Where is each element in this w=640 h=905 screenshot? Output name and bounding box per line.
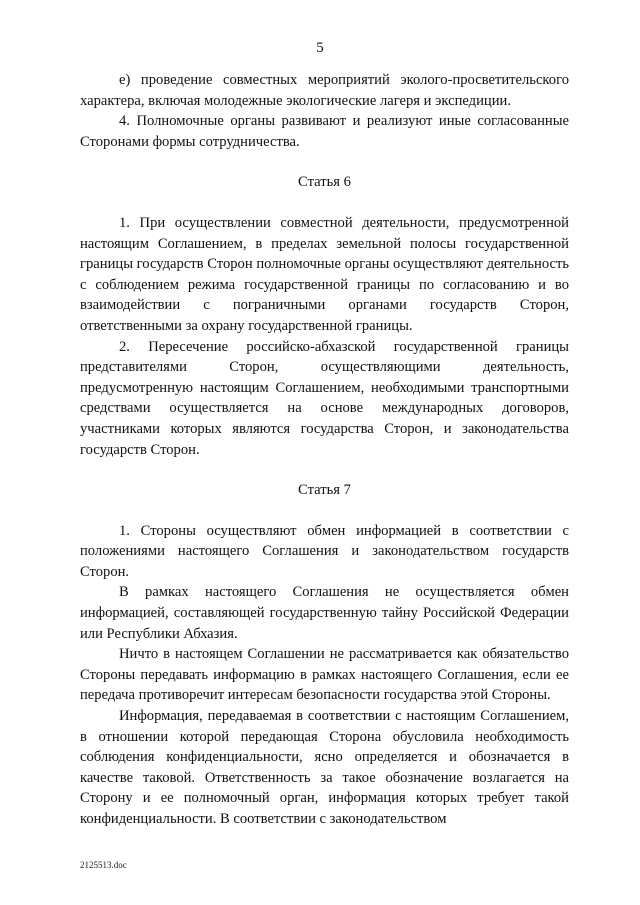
footer-filename: 2125513.doc — [80, 860, 127, 870]
spacer — [80, 152, 569, 172]
article-7-paragraph-1: 1. Стороны осуществляют обмен информацией в соответствии с положениями настоящего Соглашения и законодательством государств Сторон. — [80, 522, 569, 580]
article-7-title: Статья 7 — [298, 482, 351, 499]
spacer — [80, 460, 569, 480]
page-number: 5 — [316, 40, 324, 56]
article-7-paragraph-2: В рамках настоящего Соглашения не осуществляется обмен информацией, составляющей государственную тайну Российской Федерации или Республики Абхазия. — [80, 584, 569, 642]
paragraph-intro-4: 4. Полномочные органы развивают и реализуют иные согласованные Сторонами формы сотрудничества. — [80, 113, 569, 150]
spacer — [80, 501, 569, 521]
article-6-paragraph-1: 1. При осуществлении совместной деятельности, предусмотренной настоящим Соглашением, в пределах земельной полосы государственной границы государств Сторон полномочные органы осуществляют деятельность с соблюдением режима государственной границы по согласованию и во взаимодействии с пограничными органами государств Сторон, ответственными за охрану государственной границы. — [80, 214, 569, 334]
article-7-paragraph-4: Информация, передаваемая в соответствии с настоящим Соглашением, в отношении которой передающая Сторона обусловила необходимость соблюдения конфиденциальности, ясно определяется и обозначается в качестве таковой. Ответственность за такое обозначение возлагается на Сторону и ее полномочный орган, информация которых требует такой конфиденциальности. В соответствии с законодательством — [80, 708, 569, 827]
article-6-title: Статья 6 — [298, 174, 351, 191]
paragraph-intro-e: е) проведение совместных мероприятий эколого-просветительского характера, включая молодежные экологические лагеря и экспедиции. — [80, 72, 569, 109]
article-6-paragraph-2: 2. Пересечение российско-абхазской государственной границы представителями Сторон, осуществляющими деятельность, предусмотренную настоящим Соглашением, необходимыми транспортными средствами осуществляется на основе международных договоров, участниками которых являются государства Сторон, и законодательства государств Сторон. — [80, 338, 569, 458]
article-7-paragraph-3: Ничто в настоящем Соглашении не рассматривается как обязательство Стороны передавать информацию в рамках настоящего Соглашения, если ее передача противоречит интересам безопасности государства этой Стороны. — [80, 646, 569, 704]
spacer — [80, 193, 569, 213]
document-body — [80, 70, 569, 830]
